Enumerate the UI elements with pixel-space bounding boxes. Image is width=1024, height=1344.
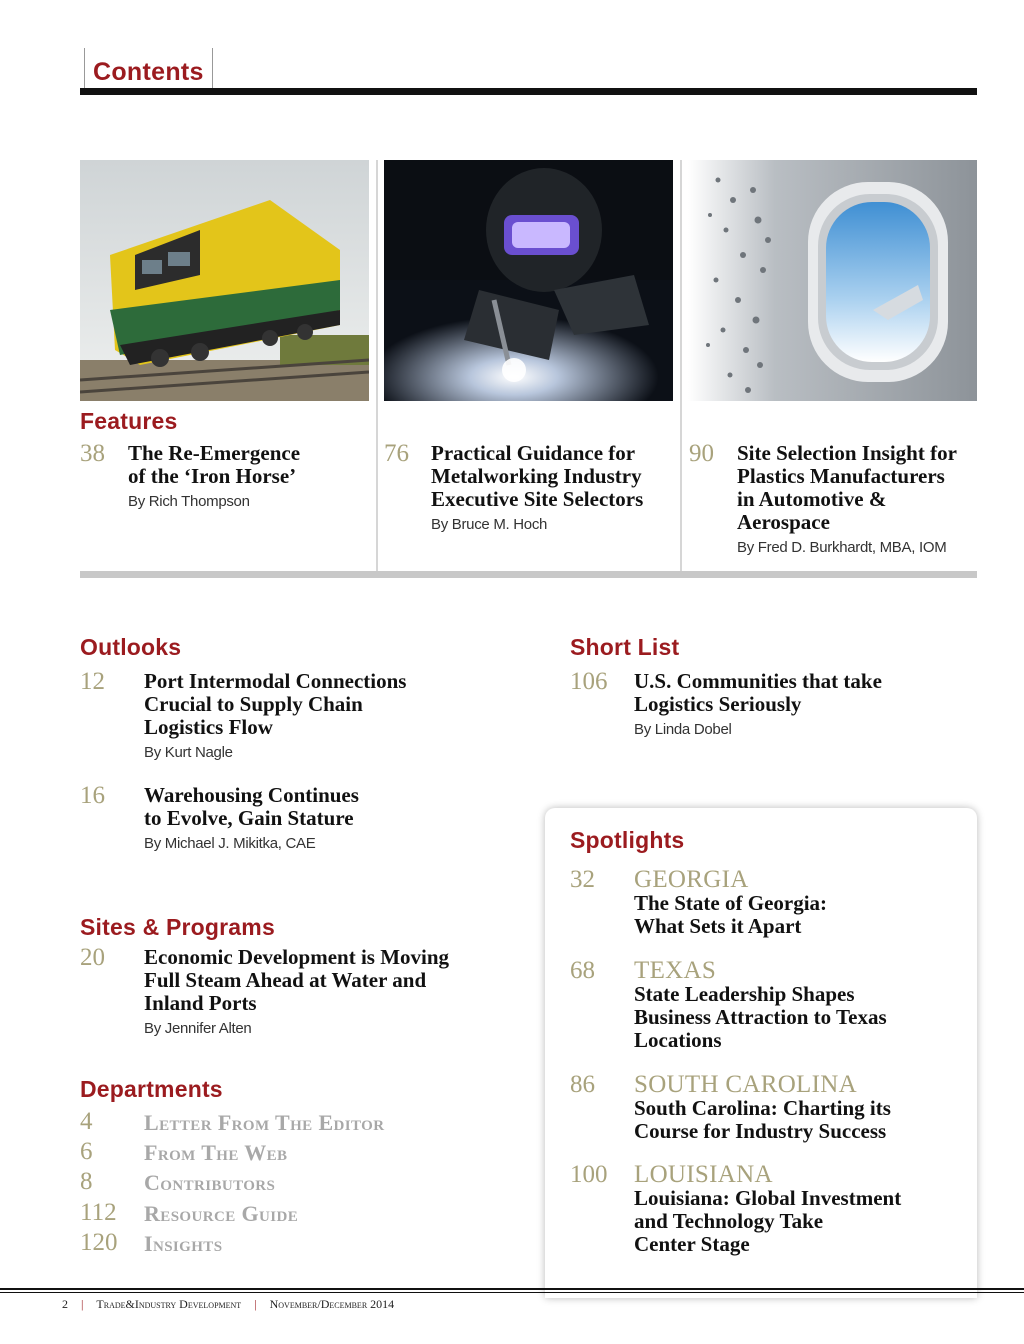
page-number: 4 xyxy=(80,1108,93,1135)
article-title-line: Practical Guidance for xyxy=(431,441,636,465)
department-title: Insights xyxy=(144,1231,223,1256)
article-title-line: Economic Development is Moving xyxy=(144,945,450,969)
article-title-line: Site Selection Insight for xyxy=(737,441,957,465)
spotlight-state: SOUTH CAROLINA xyxy=(634,1071,857,1098)
byline: By Michael J. Mikitka, CAE xyxy=(144,835,316,852)
feature-divider xyxy=(376,160,378,572)
byline: By Linda Dobel xyxy=(634,721,732,738)
article-title-line: Warehousing Continues xyxy=(144,783,359,807)
features-heading: Features xyxy=(80,408,178,434)
footer xyxy=(62,1297,394,1312)
spotlights-heading: Spotlights xyxy=(570,827,685,853)
article-title-line: Business Attraction to Texas xyxy=(634,1005,887,1029)
article-title-line: in Automotive & xyxy=(737,487,887,511)
footer-separator: | xyxy=(254,1297,257,1311)
page-number: 76 xyxy=(384,440,409,467)
article-title-line: of the ‘Iron Horse’ xyxy=(128,464,297,488)
article-title-line: Logistics Flow xyxy=(144,715,273,739)
welder-photo xyxy=(384,160,673,401)
spotlight-state: LOUISIANA xyxy=(634,1161,773,1188)
publication-name: Trade&Industry Development xyxy=(96,1297,242,1311)
train-photo xyxy=(80,160,369,401)
page-number: 38 xyxy=(80,440,105,467)
article-title-line: The State of Georgia: xyxy=(634,891,828,915)
footer-rule xyxy=(0,1288,1024,1290)
footer-rule xyxy=(0,1292,1024,1293)
page-number: 86 xyxy=(570,1071,595,1098)
spotlight-state: TEXAS xyxy=(634,957,717,984)
page-number: 120 xyxy=(80,1229,118,1256)
article-title-line: Locations xyxy=(634,1028,722,1052)
article-title-line: Port Intermodal Connections xyxy=(144,669,407,693)
page-number: 68 xyxy=(570,957,595,984)
article-title-line: Full Steam Ahead at Water and xyxy=(144,968,427,992)
department-title: Letter From The Editor xyxy=(144,1110,385,1135)
article-title-line: What Sets it Apart xyxy=(634,914,802,938)
sites-programs-heading: Sites & Programs xyxy=(80,914,275,940)
article-title-line: State Leadership Shapes xyxy=(634,982,855,1006)
byline: By Kurt Nagle xyxy=(144,744,233,761)
header-rule xyxy=(80,88,977,95)
article-title-line: Center Stage xyxy=(634,1232,750,1256)
page-number: 20 xyxy=(80,944,105,971)
page-number: 100 xyxy=(570,1161,608,1188)
issue-date: November/December 2014 xyxy=(269,1297,395,1311)
article-title-line: Inland Ports xyxy=(144,991,257,1015)
article-title-line: South Carolina: Charting its xyxy=(634,1096,891,1120)
byline: By Bruce M. Hoch xyxy=(431,516,548,533)
byline: By Rich Thompson xyxy=(128,493,250,510)
page-title: Contents xyxy=(84,48,213,92)
page-number: 106 xyxy=(570,668,608,695)
folio-page-number: 2 xyxy=(62,1297,68,1311)
article-title-line: Logistics Seriously xyxy=(634,692,802,716)
page-number: 90 xyxy=(689,440,714,467)
article-title-line: Aerospace xyxy=(737,510,830,534)
article-title-line: The Re-Emergence xyxy=(128,441,301,465)
article-title-line: and Technology Take xyxy=(634,1209,824,1233)
airplane-window-photo xyxy=(688,160,977,401)
page-number: 12 xyxy=(80,668,105,695)
article-title-line: Plastics Manufacturers xyxy=(737,464,945,488)
short-list-heading: Short List xyxy=(570,634,680,660)
features-bottom-rule xyxy=(80,571,977,578)
departments-heading: Departments xyxy=(80,1076,223,1102)
byline: By Jennifer Alten xyxy=(144,1020,252,1037)
page-number: 8 xyxy=(80,1168,93,1195)
page-number: 16 xyxy=(80,782,105,809)
article-title-line: Course for Industry Success xyxy=(634,1119,887,1143)
page-number: 32 xyxy=(570,866,595,893)
department-title: From The Web xyxy=(144,1140,288,1165)
article-title-line: Louisiana: Global Investment xyxy=(634,1186,902,1210)
spotlight-state: GEORGIA xyxy=(634,866,749,893)
article-title-line: to Evolve, Gain Stature xyxy=(144,806,354,830)
footer-separator: | xyxy=(81,1297,84,1311)
department-title: Resource Guide xyxy=(144,1201,299,1226)
outlooks-heading: Outlooks xyxy=(80,634,182,660)
byline: By Fred D. Burkhardt, MBA, IOM xyxy=(737,539,947,556)
article-title-line: U.S. Communities that take xyxy=(634,669,882,693)
page-number: 6 xyxy=(80,1138,93,1165)
article-title-line: Metalworking Industry xyxy=(431,464,642,488)
article-title-line: Crucial to Supply Chain xyxy=(144,692,363,716)
feature-divider xyxy=(680,160,682,572)
article-title-line: Executive Site Selectors xyxy=(431,487,644,511)
page-number: 112 xyxy=(80,1199,117,1226)
department-title: Contributors xyxy=(144,1170,276,1195)
